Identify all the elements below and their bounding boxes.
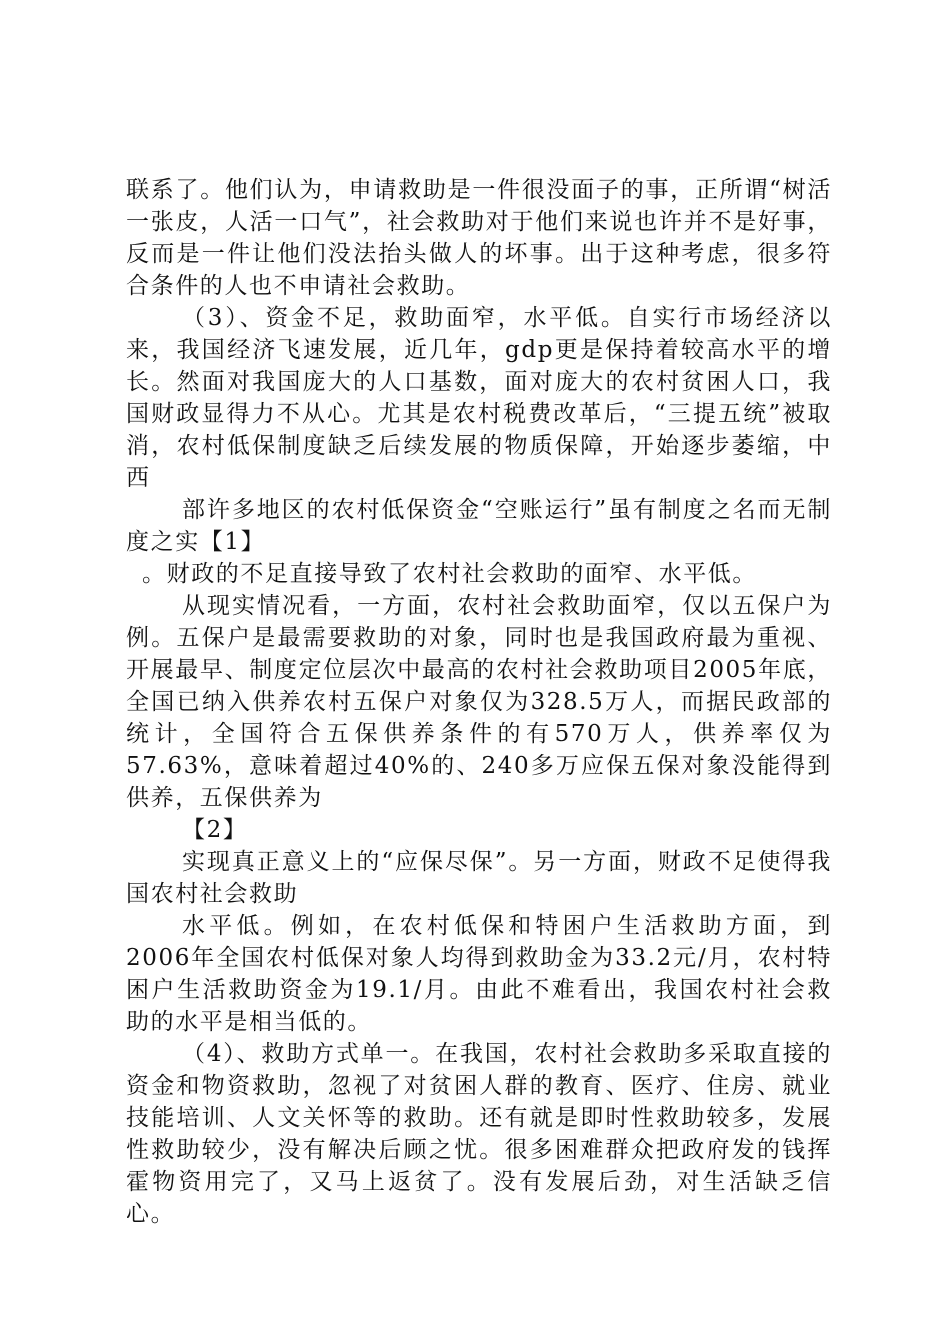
paragraph-1: 联系了。他们认为，申请救助是一件很没面子的事，正所谓“树活一张皮，人活一口气”，社会救助对于他们来说也许并不是好事，反而是一件让他们没法抬头做人的坏事。出于这种考虑，很多符合条件的人也不申请社会救助。 [126,177,832,299]
document-body [126,174,832,1230]
paragraph-2: （3）、资金不足，救助面窄，水平低。自实行市场经济以来，我国经济飞速发展，近几年，gdp更是保持着较高水平的增长。然面对我国庞大的人口基数，面对庞大的农村贫困人口，我国财政显得力不从心。尤其是农村税费改革后，“三提五统”被取消，农村低保制度缺乏后续发展的物质保障，开始逐步萎缩，中西 [126,305,832,491]
paragraph-5: 从现实情况看，一方面，农村社会救助面窄，仅以五保户为例。五保户是最需要救助的对象，同时也是我国政府最为重视、开展最早、制度定位层次中最高的农村社会救助项目2005年底，全国已纳入供养农村五保户对象仅为328.5万人，而据民政部的统计，全国符合五保供养条件的有570万人，供养率仅为57.63%，意味着超过40%的、240多万应保五保对象没能得到供养，五保供养为 [126,593,832,811]
footnote-marker-2: 【2】 [182,817,248,843]
paragraph-6: 实现真正意义上的“应保尽保”。另一方面，财政不足使得我国农村社会救助 [126,849,832,907]
paragraph-3: 部许多地区的农村低保资金“空账运行”虽有制度之名而无制度之实【1】 [126,497,832,555]
paragraph-8: （4）、救助方式单一。在我国，农村社会救助多采取直接的资金和物资救助，忽视了对贫困人群的教育、医疗、住房、就业技能培训、人文关怀等的救助。还有就是即时性救助较多，发展性救助较少，没有解决后顾之忧。很多困难群众把政府发的钱挥霍物资用完了，又马上返贫了。没有发展后劲，对生活缺乏信心。 [126,1041,832,1227]
paragraph-4: 。财政的不足直接导致了农村社会救助的面窄、水平低。 [142,561,757,587]
paragraph-7: 水平低。例如，在农村低保和特困户生活救助方面，到2006年全国农村低保对象人均得到救助金为33.2元/月，农村特困户生活救助资金为19.1/月。由此不难看出，我国农村社会救助的水平是相当低的。 [126,913,832,1035]
